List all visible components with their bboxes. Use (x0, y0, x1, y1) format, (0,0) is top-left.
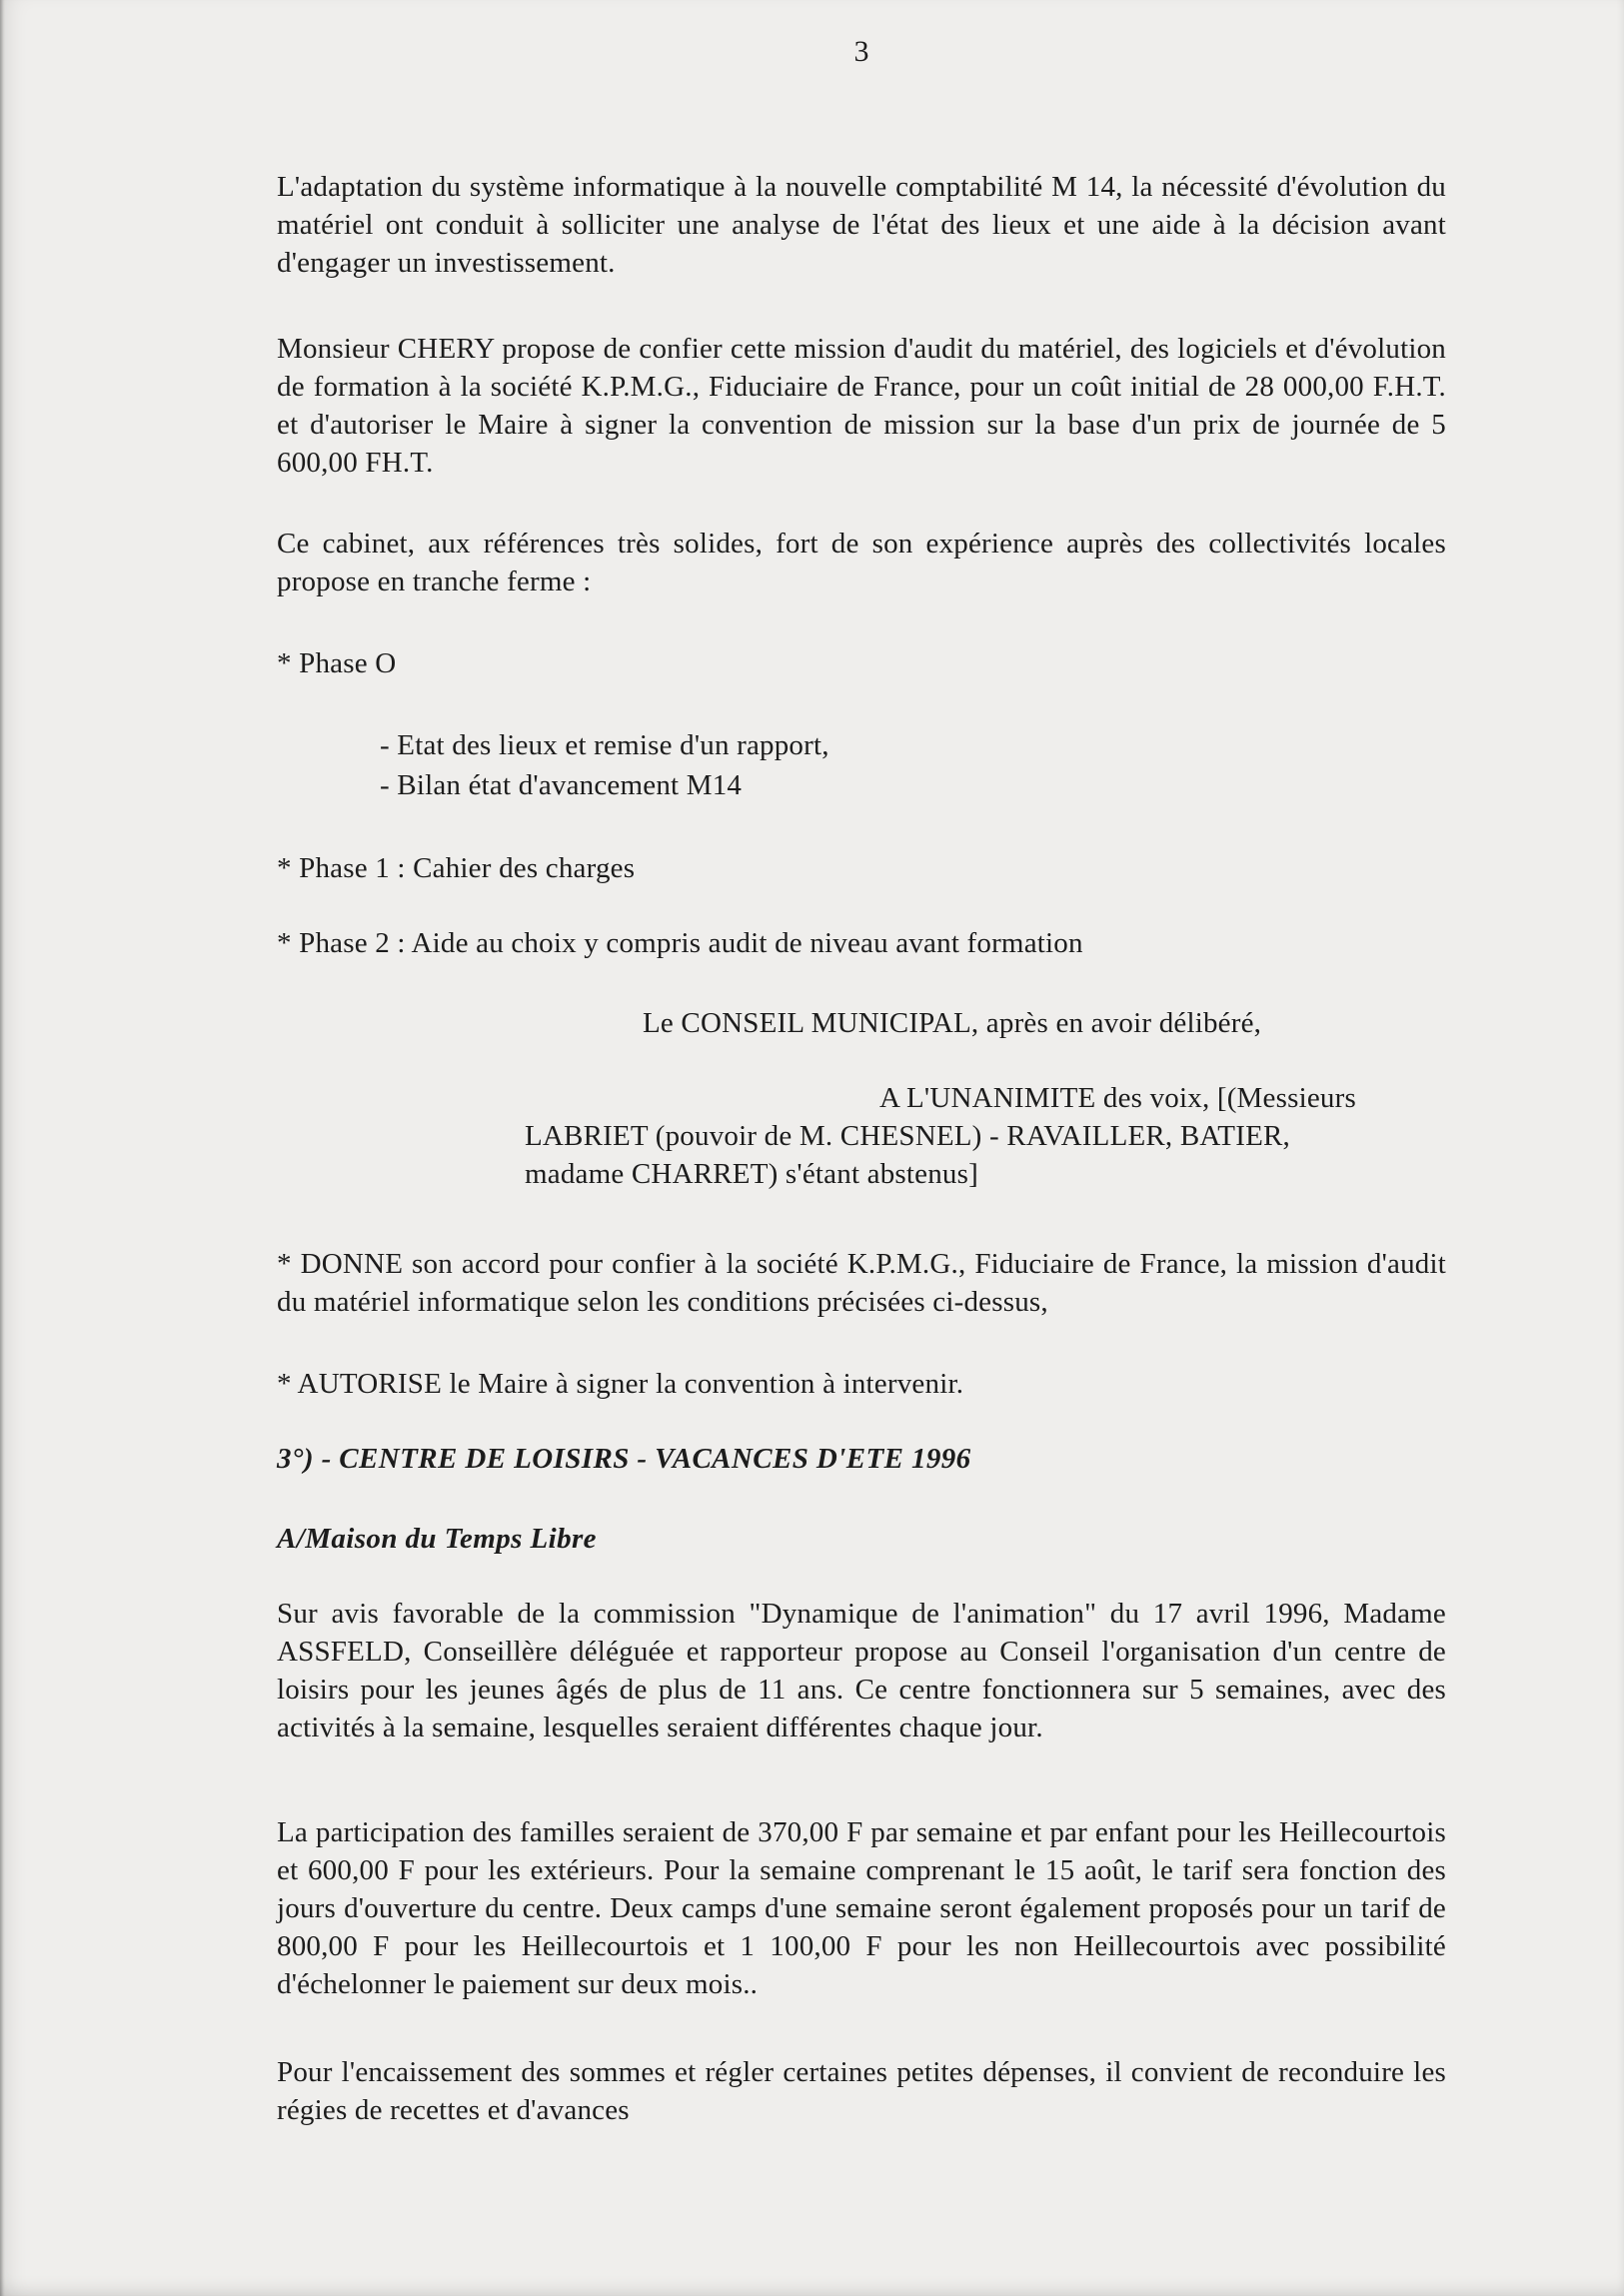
paragraph-chery-proposal: Monsieur CHERY propose de confier cette mission d'audit du matériel, des logiciels et d'évolution de formation à la société K.P.M.G., Fiduciaire de France, pour un coût initial de 28 000,00 F.H.T. et d'autoriser le Maire à signer la convention de mission sur la base d'un prix de journée de 5 600,00 FH.T. (277, 333, 1446, 479)
list-item-etat-des-lieux: - Etat des lieux et remise d'un rapport, (380, 729, 829, 761)
paragraph-informatique: L'adaptation du système informatique à la nouvelle comptabilité M 14, la nécessité d'évolution du matériel ont conduit à solliciter une analyse de l'état des lieux et une aide à la décision avant d'engager un investissement. (277, 171, 1446, 279)
resolution-donne: * DONNE son accord pour confier à la société K.P.M.G., Fiduciaire de France, la mission d'audit du matériel informatique selon les conditions précisées ci-dessus, (277, 1248, 1446, 1318)
phase-1-label: * Phase 1 : Cahier des charges (277, 852, 636, 884)
list-item-bilan: - Bilan état d'avancement M14 (380, 769, 743, 801)
phase-2-label: * Phase 2 : Aide au choix y compris audit de niveau avant formation (277, 927, 1083, 959)
subsection-heading-maison-temps-libre: A/Maison du Temps Libre (277, 1523, 597, 1555)
vote-abstentions-line: madame CHARRET) s'étant abstenus] (525, 1158, 978, 1190)
resolution-autorise: * AUTORISE le Maire à signer la convention à intervenir. (277, 1368, 964, 1400)
phase-0-label: * Phase O (277, 647, 397, 679)
council-deliberation-line: Le CONSEIL MUNICIPAL, après en avoir délibéré, (643, 1007, 1262, 1039)
section-heading-centre-de-loisirs: 3°) - CENTRE DE LOISIRS - VACANCES D'ETE 1996 (277, 1443, 971, 1475)
paragraph-encaissement: Pour l'encaissement des sommes et régler certaines petites dépenses, il convient de reconduire les régies de recettes et d'avances (277, 2056, 1446, 2126)
paragraph-cabinet: Ce cabinet, aux références très solides, fort de son expérience auprès des collectivités locales propose en tranche ferme : (277, 528, 1446, 597)
page-number: 3 (853, 35, 869, 68)
paragraph-participation-familles: La participation des familles seraient de 370,00 F par semaine et par enfant pour les Heillecourtois et 600,00 F pour les extérieurs. Pour la semaine comprenant le 15 août, le tarif sera fonction des jours d'ouverture du centre. Deux camps d'une semaine seront également proposés pour un tarif de 800,00 F pour les Heillecourtois et 1 100,00 F pour les non Heillecourtois avec possibilité d'échelonner le paiement sur deux mois.. (277, 1816, 1446, 2000)
paragraph-avis-commission: Sur avis favorable de la commission "Dynamique de l'animation" du 17 avril 1996, Madame ASSFELD, Conseillère déléguée et rapporteur propose au Conseil l'organisation d'un centre de loisirs pour les jeunes âgés de plus de 11 ans. Ce centre fonctionnera sur 5 semaines, avec des activités à la semaine, lesquelles seraient différentes chaque jour. (277, 1598, 1446, 1743)
vote-names-line: LABRIET (pouvoir de M. CHESNEL) - RAVAILLER, BATIER, (525, 1120, 1290, 1152)
vote-unanimity-line: A L'UNANIMITE des voix, [(Messieurs (879, 1082, 1356, 1114)
